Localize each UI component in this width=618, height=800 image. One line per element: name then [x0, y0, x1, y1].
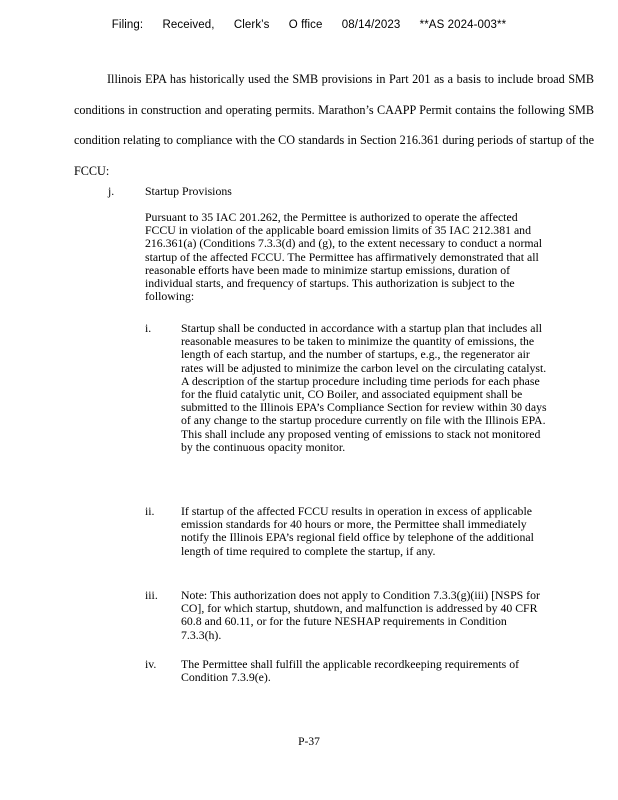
page-number: P-37 — [298, 736, 320, 748]
item-number: ii. — [145, 504, 155, 518]
header-docket: **AS 2024-003** — [419, 19, 507, 31]
condition-body: Pursuant to 35 IAC 201.262, the Permittee is authorized to operate the affected FCCU in violation of the applicable board emission limits of 35 IAC 212.381 and 216.361(a) (Conditions 7.3.3(d) and (g), to the extent necessary to conduct a normal startup of the affected FCCU. The Permittee has affirmatively demonstrated that all reasonable efforts have been made to minimize startup emissions, duration of individual starts, and frequency of startups. This authorization is subject to the following: — [145, 210, 543, 304]
header-date: 08/14/2023 — [341, 19, 401, 31]
header-received: Received, — [162, 19, 215, 31]
filing-header — [0, 19, 618, 31]
item-text: Note: This authorization does not apply to Condition 7.3.3(g)(iii) [NSPS for CO], for which startup, shutdown, and malfunction is addressed by 40 CFR 60.8 and 60.11, or for the future NESHAP requirements in Condition 7.3.3(h). — [181, 588, 540, 642]
item-text: If startup of the affected FCCU results in operation in excess of applicable emission standards for 40 hours or more, the Permittee shall immediately notify the Illinois EPA’s regional field office by telephone of the additional length of time required to complete the startup, if any. — [181, 504, 534, 558]
intro-paragraph: Illinois EPA has historically used the SMB provisions in Part 201 as a basis to include broad SMB conditions in construction and operating permits. Marathon’s CAAPP Permit contains the following SMB condition relating to compliance with the CO standards in Section 216.361 during periods of startup of the FCCU: — [74, 72, 594, 178]
item-text: The Permittee shall fulfill the applicable recordkeeping requirements of Condition 7.3.9(e). — [181, 657, 520, 685]
condition-title: Startup Provisions — [145, 184, 232, 198]
condition-letter: j. — [108, 184, 115, 198]
item-number: iii. — [145, 588, 158, 602]
header-filing: Filing: — [111, 19, 144, 31]
header-clerks: Clerk’s — [233, 19, 270, 31]
header-office: O ffice — [288, 19, 323, 31]
item-text: Startup shall be conducted in accordance with a startup plan that includes all reasonable measures to be taken to minimize the quantity of emissions, the length of each startup, and the number of startups, e.g., the regenerator air rates will be adjusted to minimize the carbon level on the circulating catalyst. A description of the startup procedure including time periods for each phase for the fluid catalytic unit, CO Boiler, and associated equipment shall be submitted to the Illinois EPA’s Compliance Section for review within 30 days of any change to the startup procedure currently on file with the Illinois EPA. This shall include any proposed venting of emissions to stack not monitored by the continuous opacity monitor. — [181, 321, 547, 454]
item-number: i. — [145, 321, 152, 335]
item-number: iv. — [145, 657, 157, 671]
